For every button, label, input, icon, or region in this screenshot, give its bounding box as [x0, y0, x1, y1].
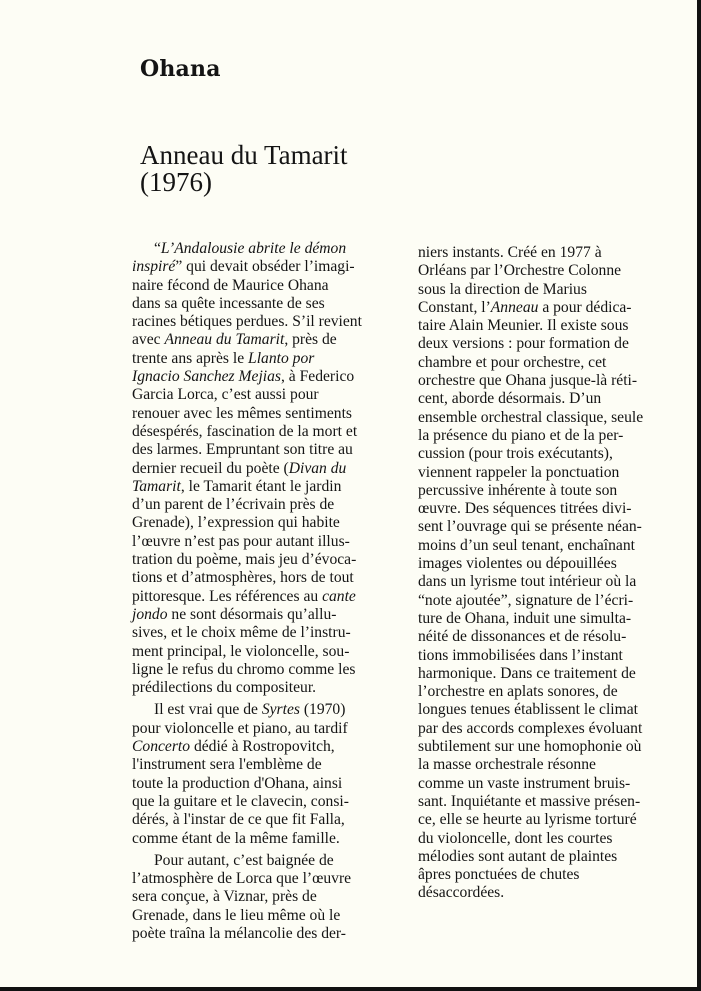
text-run: ment principal, le violoncelle, sou-: [132, 642, 350, 660]
text-line: [418, 884, 686, 902]
text-run: , à Federico: [280, 368, 355, 386]
text-line: [418, 647, 686, 665]
text-line: [132, 551, 402, 569]
text-run: comme un vaste instrument bruis-: [418, 774, 631, 792]
text-run: l’atmosphère de Lorca que l’œuvre: [132, 870, 352, 888]
text-line: [418, 701, 686, 719]
text-run: la masse orchestrale résonne: [418, 756, 596, 774]
text-line: [418, 354, 686, 372]
text-run: dans un lyrisme tout intérieur où la: [418, 573, 637, 591]
text-run: tions immobilisées dans l’instant: [418, 646, 623, 664]
text-line: [418, 592, 686, 610]
text-run: prédilections du compositeur.: [132, 679, 317, 697]
text-run: renouer avec les mêmes sentiments: [132, 404, 352, 422]
text-run: Pour autant, c’est baignée de: [154, 851, 334, 869]
text-line: [418, 665, 686, 683]
text-line: [418, 720, 686, 738]
text-line: [132, 643, 402, 661]
text-run: trente ans après le: [132, 349, 249, 367]
italic-run: Anneau: [490, 298, 539, 316]
composer-heading: Ohana: [140, 56, 221, 82]
text-line: [418, 500, 686, 518]
text-line: [418, 427, 686, 445]
text-run: orchestre que Ohana jusque-là réti-: [418, 372, 638, 390]
text-run: sant. Inquiétante et massive présen-: [418, 792, 641, 810]
text-line: [132, 624, 402, 642]
text-run: sera conçue, à Viznar, près de: [132, 888, 317, 906]
text-line: [132, 925, 402, 943]
text-run: ” qui devait obséder l’imagi-: [175, 258, 355, 276]
text-run: viennent rappeler la ponctuation: [418, 463, 620, 481]
text-line: [418, 830, 686, 848]
text-run: harmonique. Dans ce traitement de: [418, 664, 636, 682]
italic-run: Syrtes: [261, 701, 300, 719]
text-line: [132, 441, 402, 459]
text-line: [418, 738, 686, 756]
text-line: [418, 793, 686, 811]
text-run: toute la production d'Ohana, ainsi: [132, 774, 343, 792]
text-line: [132, 386, 402, 404]
text-run: Grenade, dans le lieu même où le: [132, 906, 341, 924]
italic-run: Divan du: [288, 459, 347, 477]
text-line: [418, 518, 686, 536]
text-line: [132, 295, 402, 313]
text-run: dernier recueil du poète (: [132, 459, 289, 477]
text-line: [418, 372, 686, 390]
text-run: l’œuvre n’est pas pour autant illus-: [132, 532, 350, 550]
text-run: sives, et le choix même de l’instru-: [132, 624, 351, 642]
text-run: pour violoncelle et piano, au tardif: [132, 719, 348, 737]
italic-run: Anneau du Tamarit: [164, 331, 285, 349]
text-line: [418, 482, 686, 500]
text-line: [132, 496, 402, 514]
text-run: âpres ponctuées de chutes: [418, 866, 580, 884]
text-line: [132, 907, 402, 925]
right-column: [418, 244, 686, 903]
text-line: [418, 555, 686, 573]
text-run: la présence du piano et de la per-: [418, 426, 624, 444]
text-line: [418, 390, 686, 408]
text-run: racines bétiques perdues. S’il revient: [132, 313, 362, 331]
text-run: images violentes ou dépouillées: [418, 555, 617, 573]
text-line: [132, 277, 402, 295]
text-run: désaccordées.: [418, 884, 505, 902]
text-run: , près de: [284, 331, 337, 349]
text-run: Il est vrai que de: [154, 701, 262, 719]
text-run: ne sont désormais qu’allu-: [167, 605, 337, 623]
text-run: comme étant de la même famille.: [132, 829, 340, 847]
text-run: longues tenues établissent le climat: [418, 701, 638, 719]
text-run: taire Alain Meunier. Il existe sous: [418, 317, 629, 335]
text-line: [132, 569, 402, 587]
text-run: ensemble orchestral classique, seule: [418, 408, 644, 426]
left-column: [132, 240, 402, 943]
text-line: [132, 258, 402, 276]
text-run: cent, aborde désormais. D’un: [418, 390, 602, 408]
text-line: [418, 281, 686, 299]
text-line: [132, 588, 402, 606]
text-line: [418, 409, 686, 427]
text-line: [132, 775, 402, 793]
text-line: [132, 738, 402, 756]
italic-run: cante: [322, 587, 356, 605]
text-run: moins d’un seul tenant, enchaînant: [418, 536, 635, 554]
text-line: [132, 478, 402, 496]
text-line: [418, 683, 686, 701]
text-run: ce, elle se heurte au lyrisme torturé: [418, 811, 637, 829]
text-run: Constant, l’: [418, 298, 491, 316]
text-line: [132, 811, 402, 829]
text-line: [418, 335, 686, 353]
text-line: [418, 628, 686, 646]
text-line: [132, 350, 402, 368]
text-line: [132, 756, 402, 774]
text-run: naire fécond de Maurice Ohana: [132, 276, 329, 294]
text-run: chambre et pour orchestre, cet: [418, 353, 607, 371]
text-line: [418, 262, 686, 280]
text-line: [418, 445, 686, 463]
text-run: sent l’ouvrage qui se présente néan-: [418, 518, 642, 536]
text-run: deux versions : pour formation de: [418, 335, 629, 353]
text-line: [132, 331, 402, 349]
text-line: [132, 533, 402, 551]
italic-run: jondo: [132, 605, 168, 623]
text-run: dédié à Rostropovitch,: [190, 738, 335, 756]
text-line: [132, 679, 402, 697]
text-run: Grenade), l’expression qui habite: [132, 514, 340, 532]
text-run: dérés, à l'instar de ce que fit Falla,: [132, 811, 345, 829]
text-line: [132, 852, 402, 870]
work-title: [140, 142, 348, 196]
text-run: tions et d’atmosphères, hors de tout: [132, 569, 354, 587]
text-line: [418, 848, 686, 866]
text-run: mélodies sont autant de plaintes: [418, 847, 618, 865]
text-line: [418, 866, 686, 884]
text-line: [418, 317, 686, 335]
text-run: que la guitare et le clavecin, consi-: [132, 792, 349, 810]
text-run: l’orchestre en aplats sonores, de: [418, 683, 618, 701]
text-run: (1970): [299, 701, 346, 719]
italic-run: Ignacio Sanchez Mejias: [132, 368, 281, 386]
text-line: [418, 811, 686, 829]
text-run: ligne le refus du chromo comme les: [132, 660, 356, 678]
text-line: [132, 830, 402, 848]
text-run: “: [154, 240, 161, 257]
text-run: niers instants. Créé en 1977 à: [418, 244, 602, 261]
text-line: [132, 701, 402, 719]
text-run: poète traîna la mélancolie des der-: [132, 924, 346, 942]
text-run: néité de dissonances et de résolu-: [418, 628, 627, 646]
text-line: [132, 661, 402, 679]
text-run: Orléans par l’Orchestre Colonne: [418, 262, 622, 280]
text-run: Garcia Lorca, c’est aussi pour: [132, 386, 319, 404]
text-run: sous la direction de Marius: [418, 280, 587, 298]
text-line: [418, 537, 686, 555]
text-run: du violoncelle, dont les courtes: [418, 829, 613, 847]
text-run: a pour dédica-: [538, 298, 632, 316]
text-run: cussion (pour trois exécutants),: [418, 445, 613, 463]
italic-run: inspiré: [132, 258, 176, 276]
text-line: [418, 573, 686, 591]
text-line: [132, 368, 402, 386]
italic-run: L’Andalousie abrite le démon: [160, 240, 347, 257]
text-run: des larmes. Empruntant son titre au: [132, 441, 353, 459]
text-run: ture de Ohana, induit une simulta-: [418, 609, 632, 627]
italic-run: Llanto por: [248, 349, 315, 367]
text-run: , le Tamarit étant le jardin: [180, 477, 342, 495]
italic-run: Tamarit: [132, 477, 181, 495]
text-line: [132, 514, 402, 532]
text-line: [418, 299, 686, 317]
text-line: [132, 888, 402, 906]
text-line: [132, 870, 402, 888]
text-run: avec: [132, 331, 165, 349]
text-line: [132, 423, 402, 441]
text-line: [132, 313, 402, 331]
text-run: désespérés, fascination de la mort et: [132, 422, 358, 440]
work-title-name: Anneau du Tamarit: [140, 140, 348, 170]
text-line: [418, 610, 686, 628]
text-run: œuvre. Des séquences titrées divi-: [418, 500, 632, 518]
text-line: [418, 244, 686, 262]
text-line: [132, 606, 402, 624]
text-run: dans sa quête incessante de ses: [132, 294, 325, 312]
text-line: [132, 460, 402, 478]
text-run: percussive inhérente à toute son: [418, 481, 618, 499]
text-run: d’un parent de l’écrivain près de: [132, 496, 335, 514]
text-line: [418, 775, 686, 793]
text-run: “note ajoutée”, signature de l’écri-: [418, 591, 634, 609]
italic-run: Concerto: [132, 738, 191, 756]
text-run: tration du poème, mais jeu d’évoca-: [132, 551, 357, 569]
text-run: subtilement sur une homophonie où: [418, 738, 642, 756]
text-line: [132, 405, 402, 423]
text-run: pittoresque. Les références au: [132, 587, 323, 605]
text-line: [418, 464, 686, 482]
text-line: [132, 240, 402, 258]
text-run: l'instrument sera l'emblème de: [132, 756, 322, 774]
text-line: [418, 756, 686, 774]
work-title-year: (1976): [140, 167, 212, 197]
text-line: [132, 720, 402, 738]
text-line: [132, 793, 402, 811]
text-run: par des accords complexes évoluant: [418, 719, 643, 737]
